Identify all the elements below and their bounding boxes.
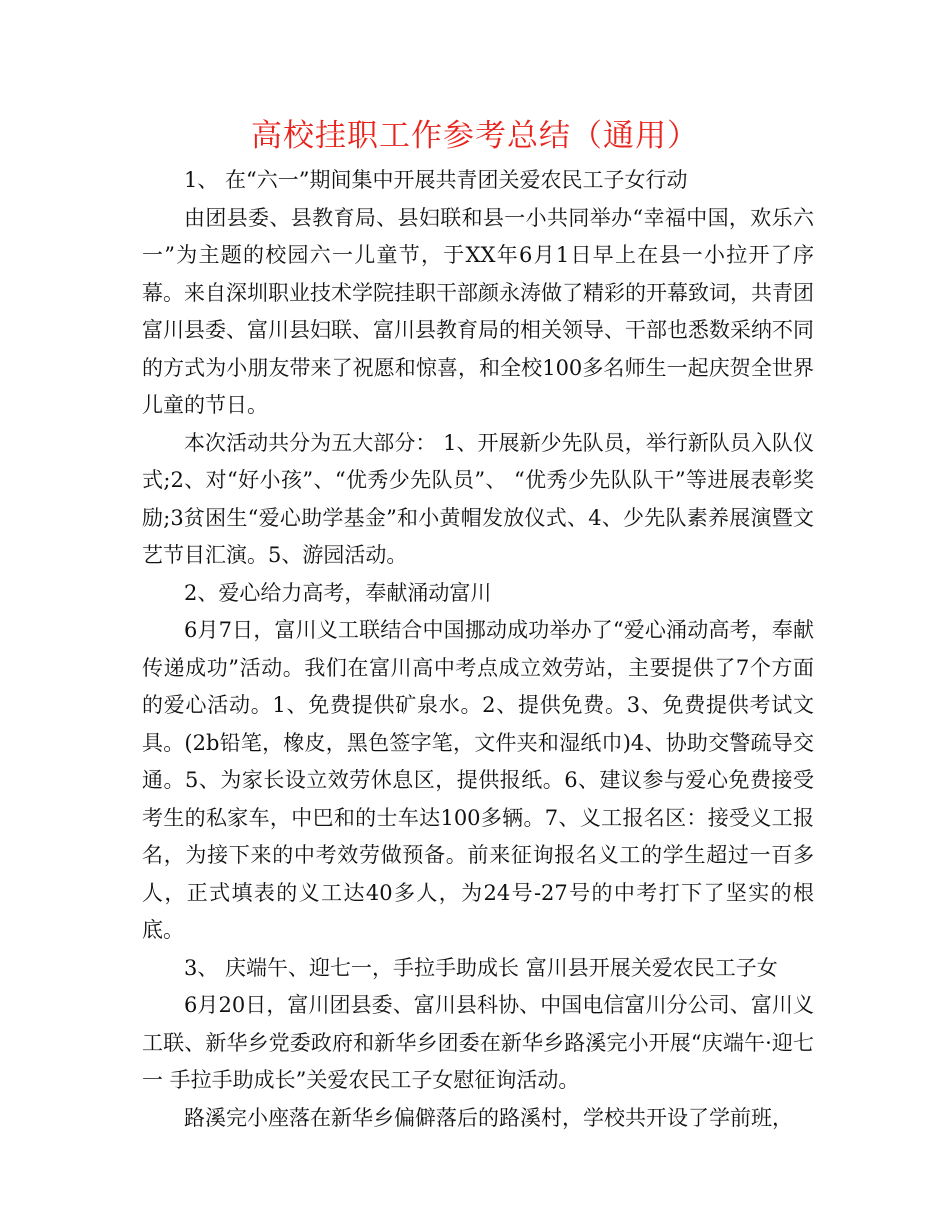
document-title: 高校挂职工作参考总结（通用） [251, 118, 699, 154]
paragraph-heading-2: 2、爱心给力高考，奉献涌动富川 [184, 580, 492, 605]
document-body [142, 162, 814, 1137]
paragraph-heading-3: 3、 庆端午、迎七一，手拉手助成长 富川县开展关爱农民工子女 [184, 955, 778, 980]
paragraph: 6月20日，富川团县委、富川县科协、中国电信富川分公司、富川义工联、新华乡党委政府和新华乡团委在新华乡路溪完小开展“庆端午·迎七一 手拉手助成长”关爱农民工子女慰征询活动。 [142, 993, 814, 1092]
paragraph: 路溪完小座落在新华乡偏僻落后的路溪村，学校共开设了学前班， [184, 1105, 793, 1130]
paragraph: 由团县委、县教育局、县妇联和县一小共同举办“幸福中国，欢乐六一”为主题的校园六一儿童节，于XX年6月1日早上在县一小拉开了序幕。来自深圳职业技术学院挂职干部颜永涛做了精彩的开幕致词，共青团富川县委、富川县妇联、富川县教育局的相关领导、干部也悉数采纳不同的方式为小朋友带来了祝愿和惊喜，和全校100多名师生一起庆贺全世界儿童的节日。 [142, 205, 814, 417]
paragraph: 本次活动共分为五大部分： 1、开展新少先队员，举行新队员入队仪式;2、对“好小孩”、“优秀少先队员”、 “优秀少先队队干”等进展表彰奖励;3贫困生“爱心助学基金”和小黄帽发放仪式、4、少先队素养展演暨文艺节目汇演。5、游园活动。 [142, 430, 814, 567]
paragraph: 6月7日，富川义工联结合中国挪动成功举办了“爱心涌动高考，奉献传递成功”活动。我们在富川高中考点成立效劳站，主要提供了7个方面的爱心活动。1、免费提供矿泉水。2、提供免费。3、免费提供考试文具。(2b铅笔，橡皮，黑色签字笔，文件夹和湿纸巾)4、协助交警疏导交通。5、为家长设立效劳休息区，提供报纸。6、建议参与爱心免费接受考生的私家车，中巴和的士车达100多辆。7、义工报名区：接受义工报名，为接下来的中考效劳做预备。前来征询报名义工的学生超过一百多人，正式填表的义工达40多人，为24号-27号的中考打下了坚实的根底。 [142, 618, 814, 942]
paragraph-heading-1: 1、 在“六一”期间集中开展共青团关爱农民工子女行动 [184, 168, 688, 192]
